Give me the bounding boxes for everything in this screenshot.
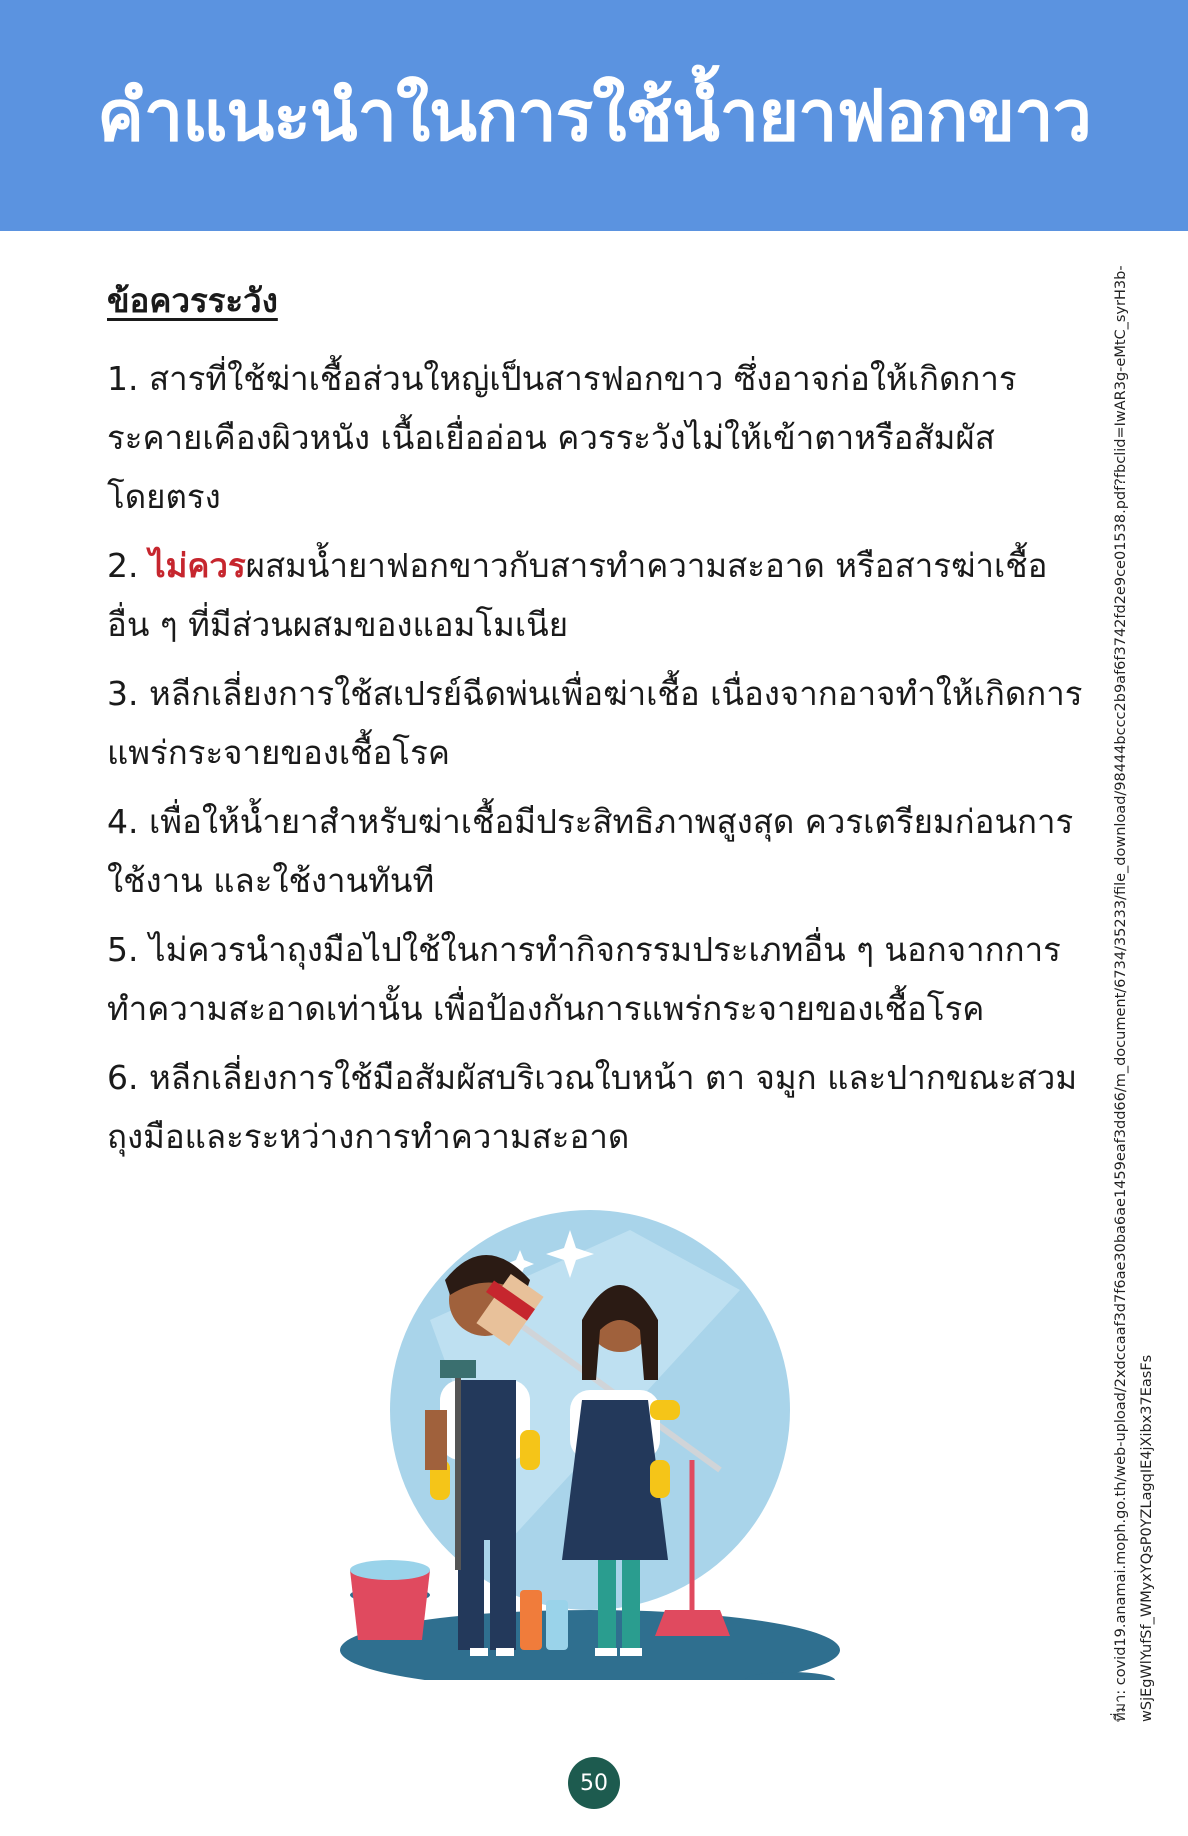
source-citation: [1108, 265, 1188, 1730]
item-text: ผสมน้ำยาฟอกขาวกับสารทำความสะอาด หรือสารฆ่าเชื้ออื่น ๆ ที่มีส่วนผสมของแอมโมเนีย: [107, 545, 1048, 644]
list-item: [107, 792, 1087, 910]
item-text: 3. หลีกเลี่ยงการใช้สเปรย์ฉีดพ่นเพื่อฆ่าเชื้อ เนื่องจากอาจทำให้เกิดการแพร่กระจายของเชื้อโรค: [107, 673, 1083, 772]
content: [107, 280, 1087, 1176]
item-text: 5. ไม่ควรนำถุงมือไปใช้ในการทำกิจกรรมประเภทอื่น ๆ นอกจากการทำความสะอาดเท่านั้น เพื่อป้องกันการแพร่กระจายของเชื้อโรค: [107, 929, 1061, 1028]
page-title: คำแนะนำในการใช้น้ำยาฟอกขาว: [97, 75, 1091, 157]
illustration-svg: [320, 1210, 860, 1680]
section-title: ข้อควรระวัง: [107, 281, 278, 320]
item-number: 2.: [107, 545, 149, 585]
item-text: 6. หลีกเลี่ยงการใช้มือสัมผัสบริเวณใบหน้า ตา จมูก และปากขณะสวมถุงมือและระหว่างการทำความสะอาด: [107, 1057, 1078, 1156]
list-item: [107, 1048, 1087, 1166]
item-text: 1. สารที่ใช้ฆ่าเชื้อส่วนใหญ่เป็นสารฟอกขาว ซึ่งอาจก่อให้เกิดการระคายเคืองผิวหนัง เนื้อเยื่ออ่อน ควรระวังไม่ให้เข้าตาหรือสัมผัสโดยตรง: [107, 358, 1017, 516]
list-item: [107, 349, 1087, 526]
warning-text: ไม่ควร: [148, 545, 246, 585]
item-text: 4. เพื่อให้น้ำยาสำหรับฆ่าเชื้อมีประสิทธิภาพสูงสุด ควรเตรียมก่อนการใช้งาน และใช้งานทันที: [107, 801, 1074, 900]
source-line-1: ที่มา: covid19.anamai.moph.go.th/web-upload/2xdccaaf3d7f6ae30ba6ae1459eaf3dd66/m_document/6734/35233/file_download/98444bccc2b9af6f3742fd2e9ce01538.pdf?fbclid=IwAR3g-eMtC_syrH3b-: [1113, 265, 1129, 1722]
list-item: [107, 920, 1087, 1038]
header-banner: [0, 0, 1188, 231]
cleaning-staff-illustration: [320, 1210, 860, 1680]
page-number: 50: [568, 1757, 620, 1809]
list-item: [107, 664, 1087, 782]
source-line-2: wSjEgWlYufSf_WMyxYQsP0YZLagqIE4jXibx37EasFs: [1139, 1354, 1155, 1722]
list-item: [107, 536, 1087, 654]
bucket: [350, 1560, 430, 1640]
bottle: [520, 1590, 542, 1650]
